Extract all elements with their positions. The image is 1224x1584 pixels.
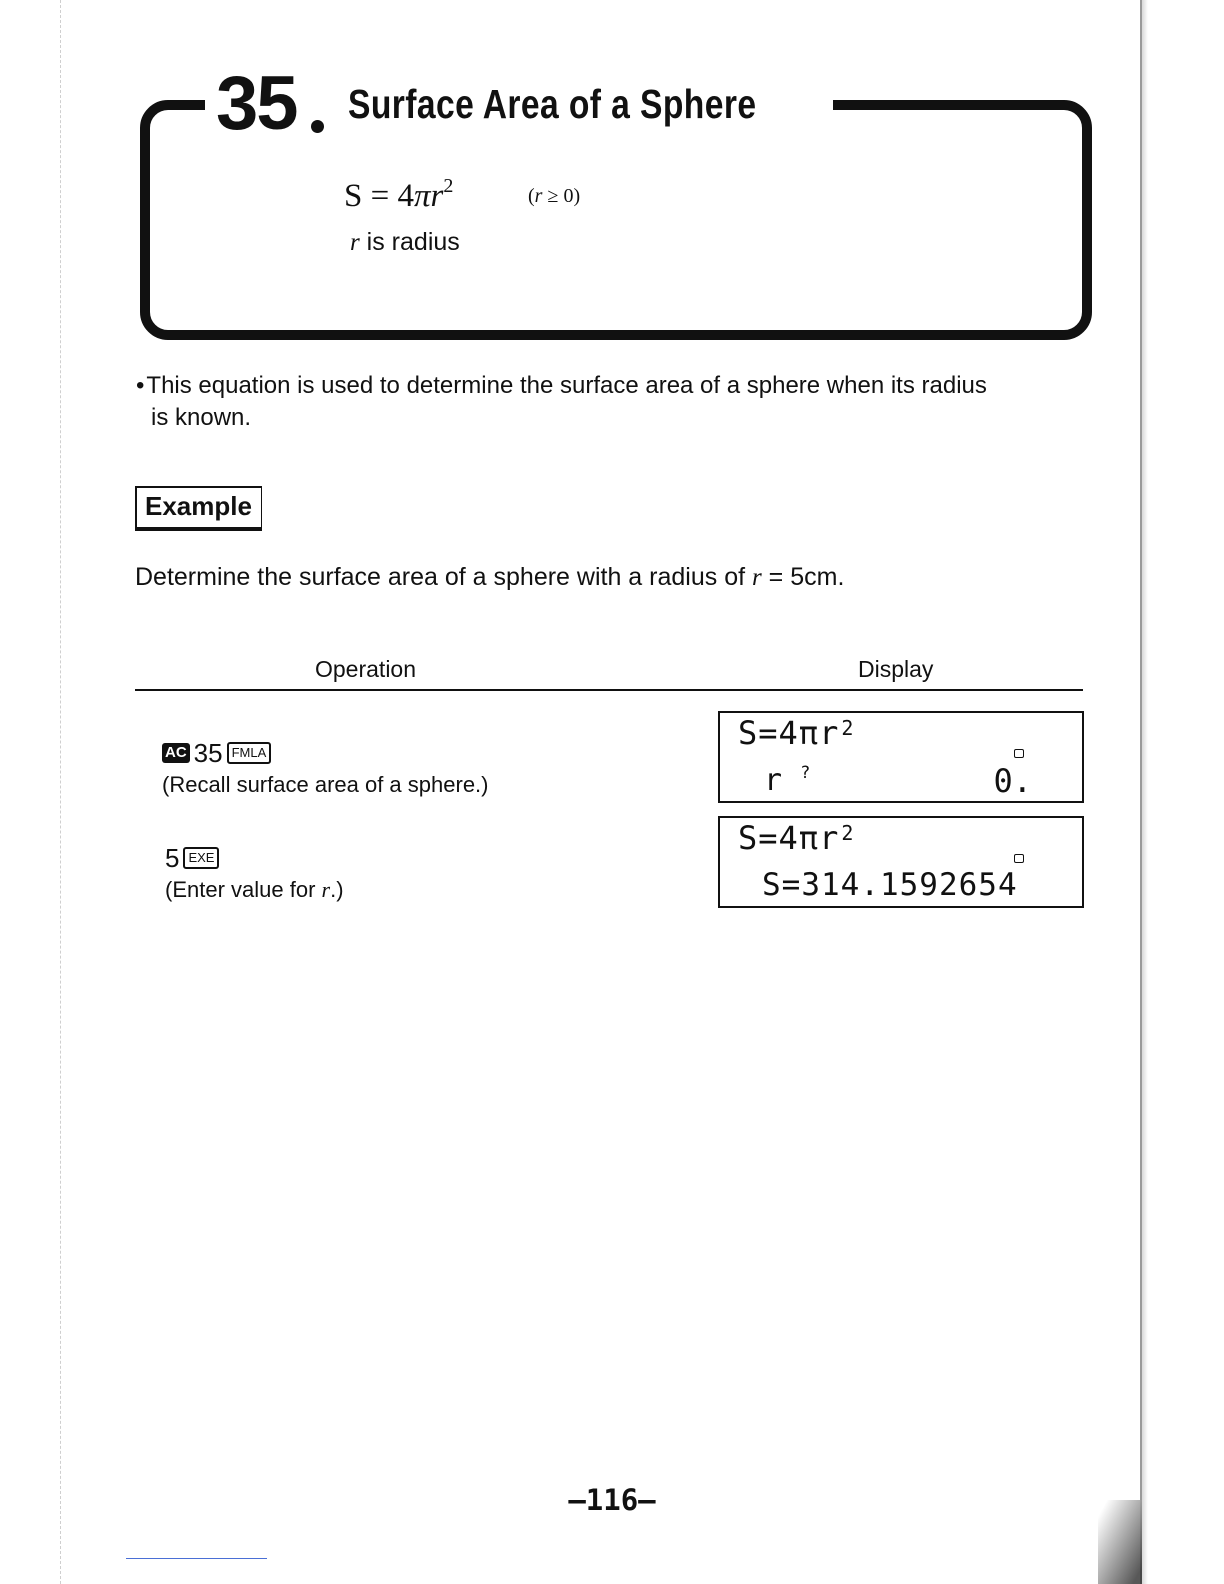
ac-key-icon: AC: [162, 743, 190, 764]
formula-pi: π: [413, 178, 431, 214]
lcd-indicator-icon: [1014, 854, 1024, 863]
exe-key-icon: EXE: [183, 847, 219, 869]
step-2-keys: [165, 845, 344, 871]
variable-name: r: [350, 229, 360, 256]
formula-condition: [528, 186, 580, 206]
step-2-lcd-formula-main: S=4πr: [738, 819, 840, 857]
bottom-rule: [126, 1558, 267, 1559]
formula-lhs: S = 4: [344, 178, 414, 214]
problem-var: r: [752, 564, 762, 591]
step-1-note: (Recall surface area of a sphere.): [162, 772, 489, 797]
step-1-lcd-prompt-var: r: [764, 763, 783, 798]
formula-expression: [344, 176, 453, 213]
problem-prefix: Determine the surface area of a sphere with a radius of: [135, 563, 752, 591]
section-number-dot: [311, 120, 324, 133]
description-paragraph: [136, 370, 1086, 434]
problem-suffix: = 5cm.: [761, 563, 845, 591]
step-1-lcd-formula-exp: 2: [841, 716, 855, 740]
description-line-1: This equation is used to determine the surface area of a sphere when its radius: [146, 372, 987, 399]
example-label: Example: [135, 486, 262, 529]
step-1-lcd-value: 0.: [993, 762, 1032, 800]
operation-column-header: Operation: [315, 656, 417, 682]
step-2-digits: 5: [165, 843, 180, 873]
step-2-note-prefix: (Enter value for: [165, 877, 322, 902]
step-2-operation: [165, 845, 344, 901]
formula-var: r: [430, 178, 444, 214]
step-2-note-var: r: [321, 877, 331, 902]
formula-condition-open: (: [528, 185, 535, 207]
scan-left-margin-line: [60, 0, 62, 1584]
step-1-lcd-prompt-mark: ?: [800, 763, 811, 783]
section-number: 35: [216, 61, 297, 146]
bullet-icon: •: [136, 372, 145, 399]
step-1-lcd-formula: [738, 714, 855, 752]
formula-exponent: 2: [443, 175, 454, 197]
step-2-note: [165, 879, 344, 901]
step-2-lcd-result: S=314.1592654: [762, 867, 1018, 903]
step-2-note-suffix: .): [330, 877, 344, 902]
step-1-lcd-prompt: [764, 765, 810, 796]
step-2-lcd-display: [718, 816, 1084, 908]
section-title: Surface Area of a Sphere: [348, 81, 757, 127]
step-1-lcd-formula-main: S=4πr: [738, 714, 840, 752]
scan-right-page-edge: [1140, 0, 1148, 1584]
variable-desc: is radius: [359, 228, 460, 256]
description-line-2: is known.: [151, 404, 252, 431]
formula-condition-rest: ≥ 0): [542, 185, 581, 207]
fmla-key-icon: FMLA: [227, 742, 272, 764]
formula-condition-var: r: [534, 185, 543, 207]
step-1-keys: [162, 740, 489, 766]
page-number: –116–: [568, 1483, 656, 1517]
step-2-lcd-formula-exp: 2: [841, 821, 855, 845]
lcd-indicator-icon: [1014, 749, 1024, 758]
example-problem: [135, 565, 844, 590]
display-column-header: Display: [858, 656, 934, 682]
step-1-operation: [162, 740, 489, 796]
step-2-lcd-formula: [738, 819, 855, 857]
table-header-rule: [135, 689, 1083, 691]
step-1-lcd-display: [718, 711, 1084, 803]
step-1-digits: 35: [193, 738, 223, 768]
variable-definition: [350, 230, 460, 255]
